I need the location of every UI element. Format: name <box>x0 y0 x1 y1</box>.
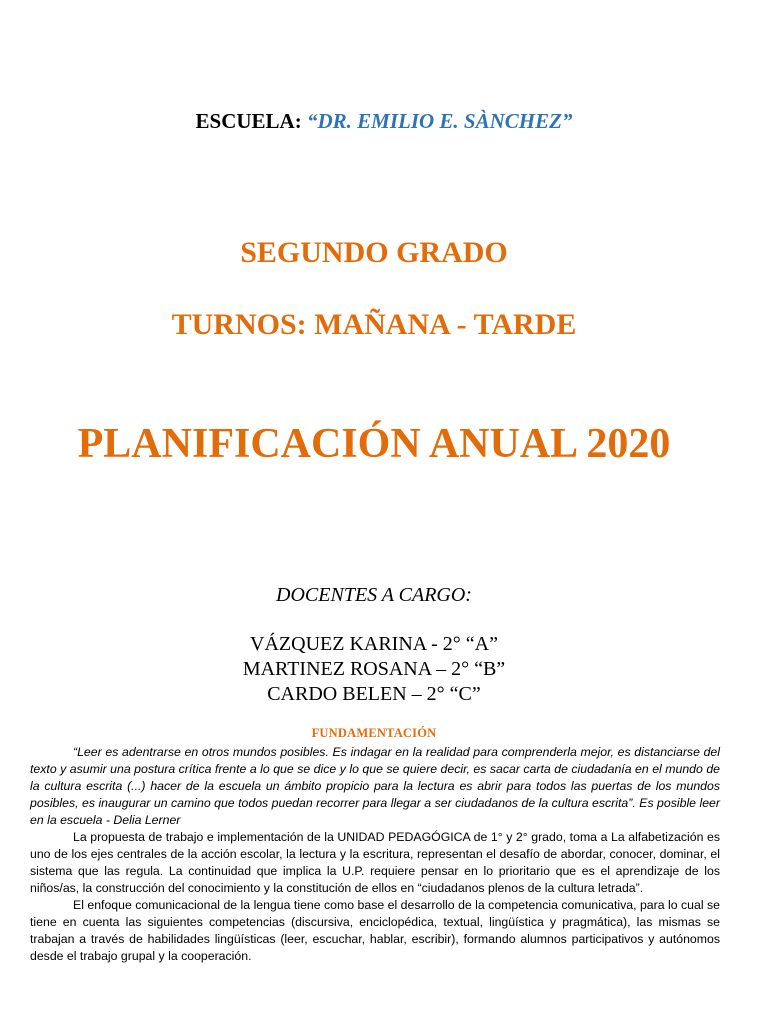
fundamentacion-body <box>30 744 720 965</box>
shifts-heading: TURNOS: MAÑANA - TARDE <box>171 308 577 341</box>
school-label: ESCUELA: <box>195 109 302 133</box>
page-title: PLANIFICACIÓN ANUAL 2020 <box>77 421 671 467</box>
quote-paragraph: “Leer es adentrarse en otros mundos posibles. Es indagar en la realidad para comprenderla mejor, es distanciarse del texto y asumir una postura crítica frente a lo que se dice y lo que se quiere decir, es sacar carta de ciudadanía en el mundo de la cultura escrita (...) hacer de la escuela un ámbito propicio para la lectura es abrir para todos las puertas de los mundos posibles, es inaugurar un camino que todos puedan recorrer para llegar a ser ciudadanos de la cultura escrita”. Es posible leer en la escuela - Delia Lerner <box>30 745 720 827</box>
teacher-item: VÁZQUEZ KARINA - 2° “A” <box>250 633 498 655</box>
school-line <box>0 109 768 134</box>
body-paragraph: El enfoque comunicacional de la lengua tiene como base el desarrollo de la competencia comunicativa, para lo cual se tiene en cuenta las siguientes competencias (discursiva, enciclopédica, textual, lingüística y pragmática), las mismas se trabajan a través de habilidades lingüísticas (leer, escuchar, hablar, escribir), formando alumnos participativos y autónomos desde el trabajo grupal y la cooperación. <box>30 898 720 963</box>
body-paragraph: La propuesta de trabajo e implementación de la UNIDAD PEDAGÓGICA de 1° y 2° grado, toma a La alfabetización es uno de los ejes centrales de la acción escolar, la lectura y la escritura, representan el desafío de abordar, conocer, dominar, el sistema que las regula. La continuidad que implica la U.P. requiere pensar en lo prioritario que es el aprendizaje de los niños/as, la construcción del conocimiento y la constitución de ellos en “ciudadanos plenos de la cultura letrada”. <box>30 830 720 895</box>
grade-heading: SEGUNDO GRADO <box>240 236 508 269</box>
teacher-item: MARTINEZ ROSANA – 2° “B” <box>242 658 506 680</box>
teachers-list <box>0 632 748 707</box>
school-name: “DR. EMILIO E. SÀNCHEZ” <box>306 109 573 133</box>
teachers-heading: DOCENTES A CARGO: <box>276 584 472 606</box>
section-heading-fundamentacion: FUNDAMENTACIÓN <box>311 726 437 740</box>
teacher-item: CARDO BELEN – 2° “C” <box>267 683 481 705</box>
